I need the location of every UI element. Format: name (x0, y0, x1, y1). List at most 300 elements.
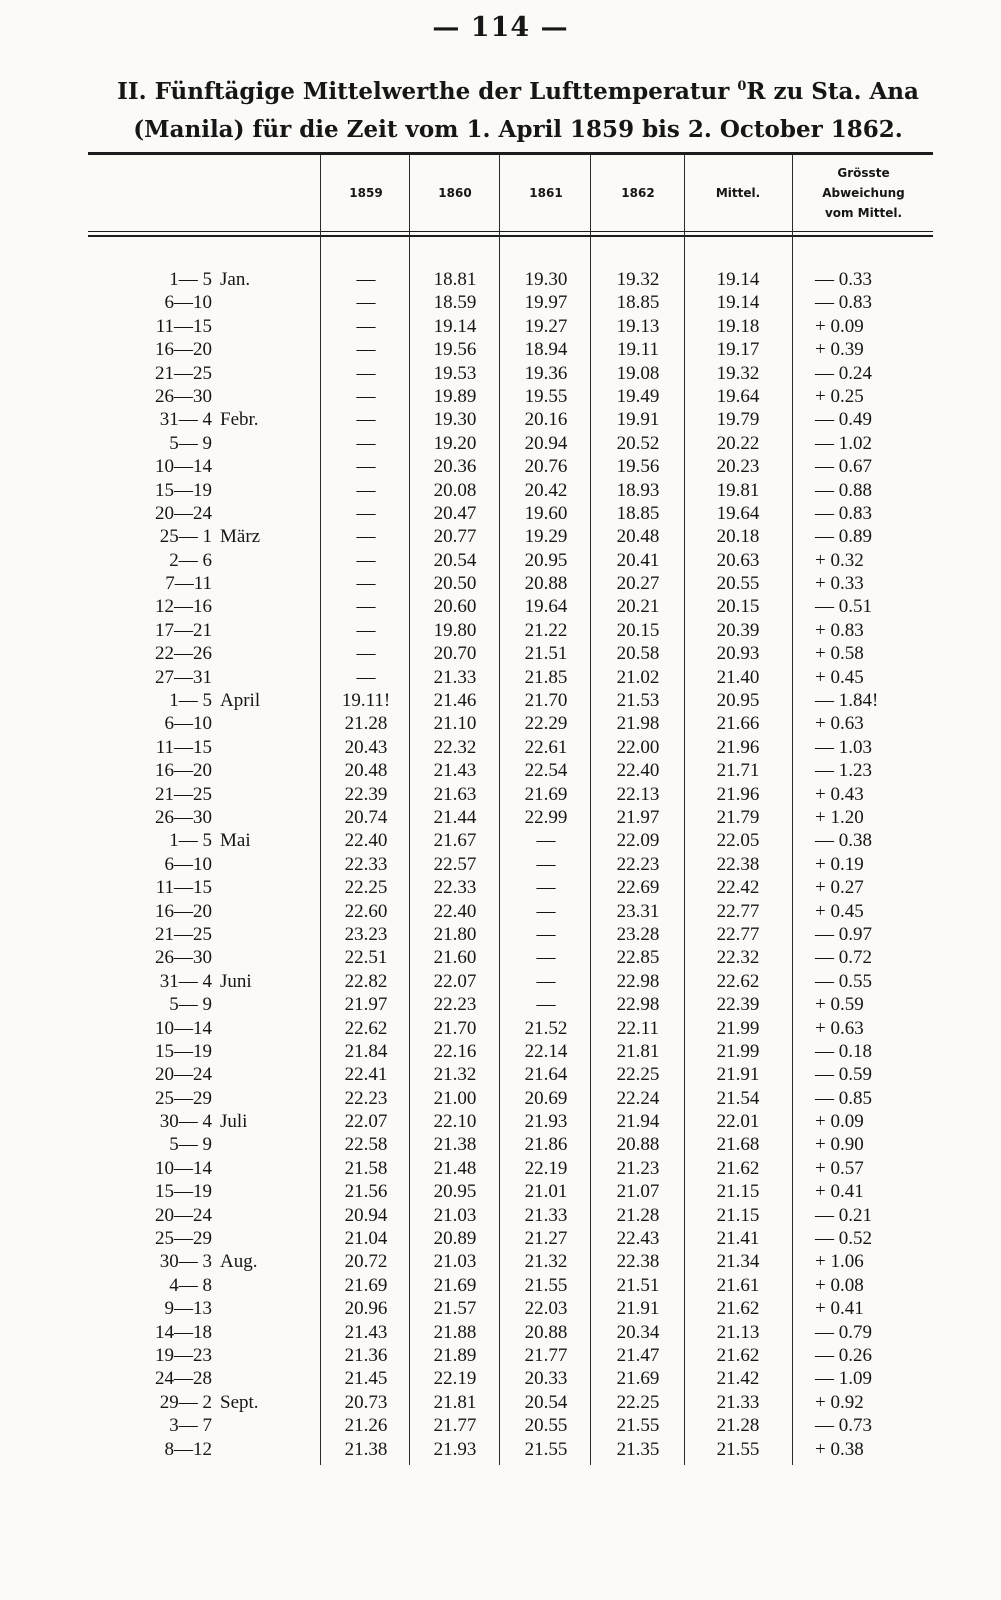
value-mittel: 19.79 (716, 409, 760, 431)
table-row (0, 689, 1001, 712)
value-1862: 23.31 (616, 900, 660, 922)
value-1861: 21.85 (524, 666, 568, 688)
value-abweichung: + 0.45 (815, 666, 864, 688)
value-abweichung: + 0.27 (815, 877, 864, 899)
value-mittel: 21.62 (716, 1298, 760, 1320)
value-1861: 20.55 (524, 1415, 568, 1437)
value-1862: 22.11 (616, 1017, 660, 1039)
value-1861: 22.14 (524, 1040, 568, 1062)
value-1862: 20.27 (616, 573, 660, 595)
value-1860: 20.95 (433, 1181, 477, 1203)
value-abweichung: + 0.58 (815, 643, 864, 665)
value-1862: 19.32 (616, 269, 660, 290)
value-abweichung: + 0.63 (815, 1017, 864, 1039)
value-1860: 22.40 (433, 900, 477, 922)
value-1860: 21.00 (433, 1087, 477, 1109)
value-abweichung: — 1.03 (815, 736, 872, 758)
table-row (0, 619, 1001, 642)
value-abweichung: + 0.63 (815, 713, 864, 735)
value-1860: 21.88 (433, 1321, 477, 1343)
table-row (0, 1040, 1001, 1063)
period-cell: 22—26 (155, 643, 212, 665)
table-row (0, 572, 1001, 595)
value-mittel: 19.64 (716, 502, 760, 524)
value-1860: 19.30 (433, 409, 477, 431)
value-mittel: 21.96 (716, 736, 760, 758)
value-1862: 22.09 (616, 830, 660, 852)
value-1859: 21.56 (344, 1181, 388, 1203)
value-1861: 21.01 (524, 1181, 568, 1203)
value-1860: 22.07 (433, 970, 477, 992)
value-1859: 22.33 (344, 853, 388, 875)
value-1862: 19.08 (616, 362, 660, 384)
value-1860: 20.47 (433, 502, 477, 524)
value-abweichung: — 0.52 (815, 1228, 872, 1250)
period-cell: 21—25 (155, 923, 212, 945)
value-1859: — (356, 385, 376, 407)
value-mittel: 21.96 (716, 783, 760, 805)
value-1862: 19.13 (616, 315, 660, 337)
value-abweichung: — 1.02 (815, 432, 872, 454)
value-1860: 21.63 (433, 783, 477, 805)
title-line-1-prefix: II. Fünftägige Mittelwerthe der Lufttemperatur (117, 78, 738, 105)
value-mittel: 20.22 (716, 432, 760, 454)
period-cell: 5— 9 (169, 994, 212, 1016)
period-cell: 21—25 (155, 362, 212, 384)
value-1861: 21.33 (524, 1204, 568, 1226)
value-1862: 22.98 (616, 994, 660, 1016)
value-1859: 20.74 (344, 806, 388, 828)
value-abweichung: — 1.23 (815, 760, 872, 782)
value-1860: 22.16 (433, 1040, 477, 1062)
value-1862: 20.41 (616, 549, 660, 571)
header-1859: 1859 (349, 186, 383, 200)
value-abweichung: — 0.49 (815, 409, 872, 431)
value-1862: 22.40 (616, 760, 660, 782)
value-1859: — (356, 339, 376, 361)
value-1859: 22.60 (344, 900, 388, 922)
value-1861: 21.86 (524, 1134, 568, 1156)
value-mittel: 21.41 (716, 1228, 760, 1250)
value-mittel: 21.33 (716, 1391, 760, 1413)
table-row (0, 1414, 1001, 1437)
value-1860: 21.93 (433, 1438, 477, 1460)
value-mittel: 22.01 (716, 1111, 760, 1133)
value-1862: 21.07 (616, 1181, 660, 1203)
value-mittel: 19.81 (716, 479, 760, 501)
value-1862: 20.52 (616, 432, 660, 454)
value-abweichung: — 0.24 (815, 362, 872, 384)
period-cell: 24—28 (155, 1368, 212, 1390)
value-1859: — (356, 502, 376, 524)
period-cell: 20—24 (155, 1204, 212, 1226)
value-abweichung: + 0.43 (815, 783, 864, 805)
table-row (0, 432, 1001, 455)
table-row (0, 1438, 1001, 1461)
value-mittel: 21.61 (716, 1274, 760, 1296)
value-1860: 21.57 (433, 1298, 477, 1320)
value-1860: 21.44 (433, 806, 477, 828)
value-1859: 20.48 (344, 760, 388, 782)
value-1859: 22.62 (344, 1017, 388, 1039)
value-mittel: 21.15 (716, 1181, 760, 1203)
title-line-1 (88, 68, 948, 111)
value-1861: — (536, 877, 556, 899)
value-1861: — (536, 970, 556, 992)
period-cell: 17—21 (155, 619, 212, 641)
table-row (0, 1157, 1001, 1180)
value-1859: — (356, 643, 376, 665)
period-cell: 11—15 (155, 877, 212, 899)
period-cell: 20—24 (155, 502, 212, 524)
value-mittel: 21.55 (716, 1438, 760, 1460)
value-1861: 20.16 (524, 409, 568, 431)
value-1860: 19.14 (433, 315, 477, 337)
value-1862: 21.35 (616, 1438, 660, 1460)
table-row (0, 806, 1001, 829)
value-1862: 23.28 (616, 923, 660, 945)
value-mittel: 22.77 (716, 900, 760, 922)
value-mittel: 19.64 (716, 385, 760, 407)
value-mittel: 20.93 (716, 643, 760, 665)
table-row (0, 993, 1001, 1016)
value-abweichung: + 0.41 (815, 1181, 864, 1203)
period-cell: 10—14 (155, 456, 212, 478)
value-1860: 20.70 (433, 643, 477, 665)
value-abweichung: — 0.72 (815, 947, 872, 969)
table-row (0, 876, 1001, 899)
period-cell: 29— 2 (159, 1391, 212, 1413)
value-abweichung: + 0.08 (815, 1274, 864, 1296)
value-1861: 19.60 (524, 502, 568, 524)
value-1860: 21.77 (433, 1415, 477, 1437)
value-1861: 19.55 (524, 385, 568, 407)
value-mittel: 20.39 (716, 619, 760, 641)
value-mittel: 20.15 (716, 596, 760, 618)
value-1859: — (356, 666, 376, 688)
value-mittel: 22.42 (716, 877, 760, 899)
table-row (0, 268, 1001, 291)
value-1860: 22.33 (433, 877, 477, 899)
month-cell: April (220, 690, 261, 712)
value-1862: 22.24 (616, 1087, 660, 1109)
month-cell: Sept. (220, 1391, 259, 1413)
value-mittel: 21.13 (716, 1321, 760, 1343)
value-1860: 21.10 (433, 713, 477, 735)
value-1861: 19.64 (524, 596, 568, 618)
value-mittel: 22.32 (716, 947, 760, 969)
value-1860: 20.54 (433, 549, 477, 571)
value-1859: 21.28 (344, 713, 388, 735)
value-1860: 21.38 (433, 1134, 477, 1156)
value-1862: 21.51 (616, 1274, 660, 1296)
value-abweichung: — 0.55 (815, 970, 872, 992)
value-abweichung: + 1.06 (815, 1251, 864, 1273)
header-abweichung-line-3: vom Mittel. (824, 206, 903, 220)
value-1861: 21.64 (524, 1064, 568, 1086)
value-mittel: 20.95 (716, 690, 760, 712)
value-abweichung: — 0.38 (815, 830, 872, 852)
value-1862: 21.98 (616, 713, 660, 735)
value-mittel: 22.62 (716, 970, 760, 992)
value-1861: 21.77 (524, 1344, 568, 1366)
title-line-1-suffix: R zu Sta. Ana (746, 78, 919, 105)
table-row (0, 291, 1001, 314)
value-abweichung: — 1.84! (815, 690, 879, 712)
header-abweichung (794, 155, 933, 231)
value-1862: 21.53 (616, 690, 660, 712)
value-1860: 21.43 (433, 760, 477, 782)
table-row (0, 455, 1001, 478)
value-1861: 22.54 (524, 760, 568, 782)
value-1859: 21.43 (344, 1321, 388, 1343)
value-1862: 18.85 (616, 502, 660, 524)
table-row (0, 1274, 1001, 1297)
table-row (0, 923, 1001, 946)
value-1860: 20.77 (433, 526, 477, 548)
value-1861: — (536, 994, 556, 1016)
value-1859: — (356, 526, 376, 548)
value-1860: 21.33 (433, 666, 477, 688)
value-mittel: 21.66 (716, 713, 760, 735)
table-row (0, 829, 1001, 852)
value-1860: 21.81 (433, 1391, 477, 1413)
value-mittel: 21.54 (716, 1087, 760, 1109)
value-1860: 22.32 (433, 736, 477, 758)
value-1859: — (356, 549, 376, 571)
value-1861: 18.94 (524, 339, 568, 361)
period-cell: 15—19 (155, 479, 212, 501)
value-abweichung: + 0.57 (815, 1157, 864, 1179)
value-1859: — (356, 456, 376, 478)
value-1861: 21.55 (524, 1438, 568, 1460)
value-1861: 21.70 (524, 690, 568, 712)
value-1859: 22.39 (344, 783, 388, 805)
period-cell: 11—15 (155, 736, 212, 758)
table-row (0, 712, 1001, 735)
value-mittel: 20.23 (716, 456, 760, 478)
value-1862: 19.49 (616, 385, 660, 407)
value-abweichung: + 0.90 (815, 1134, 864, 1156)
value-1859: 21.97 (344, 994, 388, 1016)
value-1859: 22.40 (344, 830, 388, 852)
value-abweichung: + 0.59 (815, 994, 864, 1016)
value-1859: — (356, 479, 376, 501)
table-row (0, 1391, 1001, 1414)
value-1861: — (536, 853, 556, 875)
value-1862: 18.93 (616, 479, 660, 501)
header-abweichung-line-2: Abweichung (822, 186, 905, 200)
value-1860: 21.67 (433, 830, 477, 852)
value-1862: 20.21 (616, 596, 660, 618)
table-row (0, 666, 1001, 689)
value-abweichung: + 0.09 (815, 315, 864, 337)
value-1860: 19.20 (433, 432, 477, 454)
period-cell: 16—20 (155, 760, 212, 782)
table-row (0, 1087, 1001, 1110)
value-1859: — (356, 315, 376, 337)
value-1860: 21.03 (433, 1204, 477, 1226)
table-row (0, 1250, 1001, 1273)
period-cell: 1— 5 (169, 690, 212, 712)
value-1862: 21.97 (616, 806, 660, 828)
value-mittel: 21.99 (716, 1040, 760, 1062)
value-mittel: 19.14 (716, 292, 760, 314)
value-1860: 21.80 (433, 923, 477, 945)
value-mittel: 21.62 (716, 1157, 760, 1179)
value-1859: 22.41 (344, 1064, 388, 1086)
value-1862: 21.47 (616, 1344, 660, 1366)
value-mittel: 21.71 (716, 760, 760, 782)
period-cell: 10—14 (155, 1017, 212, 1039)
value-1861: 21.93 (524, 1111, 568, 1133)
value-1862: 22.38 (616, 1251, 660, 1273)
value-abweichung: — 0.59 (815, 1064, 872, 1086)
value-1861: 19.30 (524, 269, 568, 290)
value-1859: 22.07 (344, 1111, 388, 1133)
value-1859: — (356, 409, 376, 431)
value-1861: 20.54 (524, 1391, 568, 1413)
value-abweichung: + 0.38 (815, 1438, 864, 1460)
value-abweichung: + 0.39 (815, 339, 864, 361)
value-1861: 22.29 (524, 713, 568, 735)
period-cell: 30— 3 (159, 1251, 212, 1273)
period-cell: 9—13 (164, 1298, 212, 1320)
header-1862: 1862 (621, 186, 655, 200)
value-1859: 20.73 (344, 1391, 388, 1413)
value-mittel: 21.99 (716, 1017, 760, 1039)
period-cell: 7—11 (165, 573, 212, 595)
value-1861: 20.42 (524, 479, 568, 501)
period-cell: 1— 5 (169, 269, 212, 290)
period-cell: 25—29 (155, 1087, 212, 1109)
value-1859: 22.23 (344, 1087, 388, 1109)
value-1862: 21.28 (616, 1204, 660, 1226)
value-1860: 20.08 (433, 479, 477, 501)
value-1862: 22.25 (616, 1391, 660, 1413)
value-1859: 21.36 (344, 1344, 388, 1366)
value-abweichung: — 0.26 (815, 1344, 872, 1366)
value-1862: 20.15 (616, 619, 660, 641)
period-cell: 31— 4 (159, 409, 212, 431)
value-1861: 21.55 (524, 1274, 568, 1296)
table-row (0, 525, 1001, 548)
period-cell: 8—12 (164, 1438, 212, 1460)
header-1861: 1861 (529, 186, 563, 200)
table-row (0, 502, 1001, 525)
value-mittel: 21.79 (716, 806, 760, 828)
table-row (0, 970, 1001, 993)
value-1862: 21.02 (616, 666, 660, 688)
value-mittel: 21.68 (716, 1134, 760, 1156)
value-mittel: 19.14 (716, 269, 760, 290)
value-abweichung: — 0.97 (815, 923, 872, 945)
value-mittel: 21.91 (716, 1064, 760, 1086)
value-1862: 21.23 (616, 1157, 660, 1179)
value-abweichung: + 0.33 (815, 573, 864, 595)
table-row (0, 1133, 1001, 1156)
value-1860: 20.89 (433, 1228, 477, 1250)
value-1861: — (536, 830, 556, 852)
period-cell: 5— 9 (169, 432, 212, 454)
period-cell: 25—29 (155, 1228, 212, 1250)
value-1862: 22.00 (616, 736, 660, 758)
value-abweichung: + 0.83 (815, 619, 864, 641)
value-1859: — (356, 362, 376, 384)
value-1862: 22.23 (616, 853, 660, 875)
period-cell: 6—10 (164, 713, 212, 735)
period-cell: 5— 9 (169, 1134, 212, 1156)
period-cell: 4— 8 (169, 1274, 212, 1296)
value-1861: 20.88 (524, 1321, 568, 1343)
value-mittel: 21.62 (716, 1344, 760, 1366)
table-row (0, 315, 1001, 338)
period-cell: 1— 5 (169, 830, 212, 852)
value-1861: — (536, 947, 556, 969)
value-abweichung: — 0.83 (815, 502, 872, 524)
period-cell: 11—15 (155, 315, 212, 337)
degree-superscript: 0 (737, 79, 747, 94)
value-abweichung: — 1.09 (815, 1368, 872, 1390)
table-row (0, 1321, 1001, 1344)
table-row (0, 408, 1001, 431)
value-1859: — (356, 619, 376, 641)
value-1860: 22.23 (433, 994, 477, 1016)
value-1859: 23.23 (344, 923, 388, 945)
value-abweichung: + 0.41 (815, 1298, 864, 1320)
value-1859: 22.25 (344, 877, 388, 899)
value-1861: — (536, 923, 556, 945)
month-cell: März (220, 526, 261, 548)
month-cell: Juli (220, 1111, 248, 1133)
value-abweichung: + 0.32 (815, 549, 864, 571)
value-1861: 22.99 (524, 806, 568, 828)
value-1860: 19.56 (433, 339, 477, 361)
value-1859: 20.72 (344, 1251, 388, 1273)
value-1862: 20.58 (616, 643, 660, 665)
table-row (0, 338, 1001, 361)
value-1861: 19.27 (524, 315, 568, 337)
value-1859: — (356, 432, 376, 454)
period-cell: 14—18 (155, 1321, 212, 1343)
value-1862: 22.43 (616, 1228, 660, 1250)
table-row (0, 595, 1001, 618)
value-abweichung: — 0.85 (815, 1087, 872, 1109)
table-row (0, 362, 1001, 385)
value-1860: 19.80 (433, 619, 477, 641)
value-1859: 21.58 (344, 1157, 388, 1179)
value-1861: 22.61 (524, 736, 568, 758)
value-1859: 21.38 (344, 1438, 388, 1460)
table-row (0, 1110, 1001, 1133)
value-abweichung: — 0.21 (815, 1204, 872, 1226)
value-1859: 21.69 (344, 1274, 388, 1296)
value-mittel: 19.17 (716, 339, 760, 361)
value-1862: 22.69 (616, 877, 660, 899)
value-1859: 21.45 (344, 1368, 388, 1390)
value-1860: 22.57 (433, 853, 477, 875)
value-1861: 20.95 (524, 549, 568, 571)
value-1861: 21.22 (524, 619, 568, 641)
table-row (0, 1344, 1001, 1367)
table-title (88, 68, 948, 149)
value-1860: 22.10 (433, 1111, 477, 1133)
value-1860: 18.59 (433, 292, 477, 314)
value-mittel: 21.28 (716, 1415, 760, 1437)
table-row (0, 1180, 1001, 1203)
month-cell: Juni (220, 970, 252, 992)
period-cell: 25— 1 (159, 526, 212, 548)
